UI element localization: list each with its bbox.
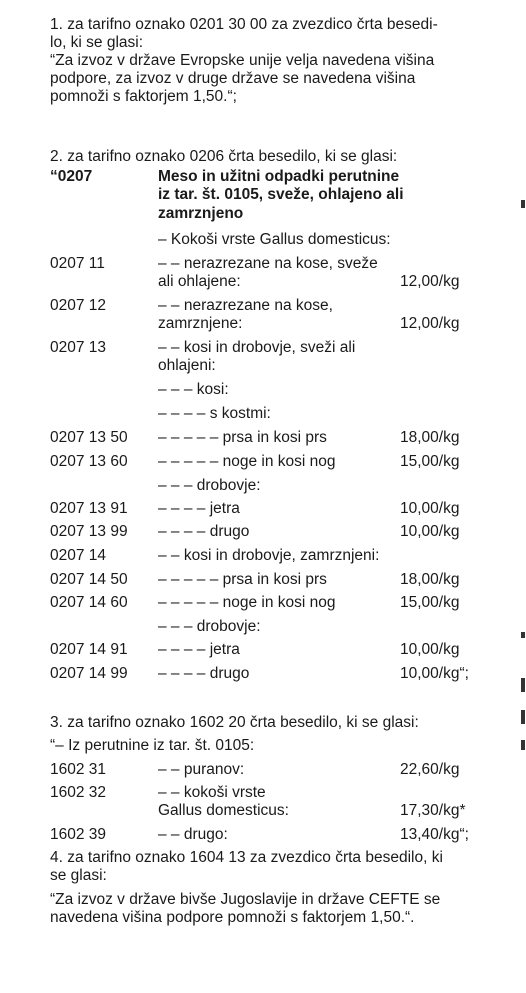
table-row: [50, 315, 500, 333]
table-row: [50, 405, 500, 423]
row-desc: – – – – – prsa in kosi prs: [158, 571, 327, 588]
row-desc: – – puranov:: [158, 761, 245, 778]
p4-line-3: “Za izvoz v države bivše Jugoslavije in države CEFTE se: [50, 891, 441, 908]
row-desc: – – – – jetra: [158, 641, 240, 658]
row-desc: ohlajeni:: [158, 357, 216, 374]
edge-fragment: [521, 740, 525, 750]
table-row: [50, 273, 500, 291]
row-desc: – – – – – prsa in kosi prs: [158, 429, 327, 446]
row-desc: – Kokoši vrste Gallus domesticus:: [158, 231, 391, 248]
row-desc: – – kokoši vrste: [158, 784, 266, 801]
table-row: [50, 231, 500, 249]
row-code: 0207 12: [50, 297, 107, 314]
p1-line-1: 1. za tarifno oznako 0201 30 00 za zvezdico črta besedi-: [50, 16, 438, 33]
row-code: 0207 13 60: [50, 453, 128, 470]
table-row: [50, 357, 500, 375]
row-desc: Gallus domesticus:: [158, 802, 289, 819]
table-row: [50, 826, 500, 844]
row-code: 1602 39: [50, 826, 107, 843]
row-desc: – – – – – noge in kosi nog: [158, 453, 336, 470]
edge-fragment: [521, 632, 525, 638]
table-row: [50, 594, 500, 612]
paragraph-4: [50, 849, 490, 927]
table-row: [50, 429, 500, 447]
edge-fragment: [521, 678, 525, 692]
p1-line-3: “Za izvoz v države Evropske unije velja navedena višina: [50, 52, 435, 69]
row-code: 0207 14 50: [50, 571, 128, 588]
row-desc: ali ohlajene:: [158, 273, 241, 290]
p3-intro: “– Iz perutnine iz tar. št. 0105:: [50, 737, 255, 754]
table-row: [50, 641, 500, 659]
row-desc: – – – drobovje:: [158, 477, 261, 494]
row-value: 18,00/kg: [400, 429, 460, 446]
table-row: [50, 500, 500, 518]
p1-line-2: lo, ki se glasi:: [50, 34, 144, 51]
row-code: 0207 14 91: [50, 641, 128, 658]
heading-title-line-3: zamrznjeno: [158, 205, 244, 222]
row-value: 12,00/kg: [400, 273, 460, 290]
row-code: 0207 14 99: [50, 665, 128, 682]
row-code: 0207 13: [50, 339, 107, 356]
row-desc: – – – – drugo: [158, 523, 250, 540]
table-row: [50, 339, 500, 357]
paragraph-1: [50, 16, 490, 106]
edge-fragment: [521, 200, 525, 208]
row-desc: – – – kosi:: [158, 381, 229, 398]
row-code: 0207 14: [50, 547, 107, 564]
row-value: 12,00/kg: [400, 315, 460, 332]
row-desc: – – – – s kostmi:: [158, 405, 271, 422]
heading-title-line-2: iz tar. št. 0105, sveže, ohlajeno ali: [158, 186, 404, 203]
row-code: 0207 11: [50, 255, 105, 272]
table-row: [50, 784, 500, 802]
table-row: [50, 547, 500, 565]
table-row: [50, 571, 500, 589]
table-row: [50, 523, 500, 541]
p3-heading: 3. za tarifno oznako 1602 20 črta besedilo, ki se glasi:: [50, 714, 419, 731]
row-desc: zamrznjene:: [158, 315, 243, 332]
p1-line-4: podpore, za izvoz v druge države se navedena višina: [50, 70, 416, 87]
table-row: [50, 802, 500, 820]
tariff-heading-0207-line-3: [50, 205, 500, 223]
row-value: 15,00/kg: [400, 594, 460, 611]
p1-line-5: pomnoži s faktorjem 1,50.“;: [50, 88, 237, 105]
table-row: [50, 477, 500, 495]
row-value: 15,00/kg: [400, 453, 460, 470]
row-desc: – – – – jetra: [158, 500, 240, 517]
row-value: 18,00/kg: [400, 571, 460, 588]
row-desc: – – kosi in drobovje, sveži ali: [158, 339, 356, 356]
table-row: [50, 255, 500, 273]
row-value: 22,60/kg: [400, 761, 460, 778]
row-value: 13,40/kg“;: [400, 826, 469, 843]
row-desc: – – nerazrezane na kose, sveže: [158, 255, 378, 272]
row-code: 1602 32: [50, 784, 107, 801]
heading-title-line-1: Meso in užitni odpadki perutnine: [158, 168, 400, 185]
row-code: 1602 31: [50, 761, 107, 778]
row-code: 0207 13 99: [50, 523, 128, 540]
p2-heading: 2. za tarifno oznako 0206 črta besedilo, ki se glasi:: [50, 148, 398, 165]
row-value: 17,30/kg*: [400, 802, 466, 819]
heading-code: “0207: [50, 168, 93, 185]
table-row: [50, 665, 500, 683]
row-desc: – – kosi in drobovje, zamrznjeni:: [158, 547, 380, 564]
p4-line-2: se glasi:: [50, 867, 107, 884]
p4-line-4: navedena višina podpore pomnoži s faktorjem 1,50.“.: [50, 909, 415, 926]
table-row: [50, 381, 500, 399]
row-code: 0207 13 50: [50, 429, 128, 446]
row-value: 10,00/kg: [400, 523, 460, 540]
row-desc: – – – – drugo: [158, 665, 250, 682]
table-row: [50, 618, 500, 636]
edge-fragment: [521, 710, 525, 724]
row-desc: – – – drobovje:: [158, 618, 261, 635]
row-desc: – – nerazrezane na kose,: [158, 297, 333, 314]
tariff-heading-0207: [50, 168, 500, 186]
table-row: [50, 297, 500, 315]
row-desc: – – – – – noge in kosi nog: [158, 594, 336, 611]
row-code: 0207 13 91: [50, 500, 128, 517]
table-row: [50, 453, 500, 471]
row-code: 0207 14 60: [50, 594, 128, 611]
table-row: [50, 761, 500, 779]
p4-line-1: 4. za tarifno oznako 1604 13 za zvezdico črta besedilo, ki: [50, 849, 443, 866]
row-desc: – – drugo:: [158, 826, 228, 843]
row-value: 10,00/kg: [400, 500, 460, 517]
row-value: 10,00/kg: [400, 641, 460, 658]
row-value: 10,00/kg“;: [400, 665, 469, 682]
tariff-heading-0207-line-2: [50, 186, 500, 204]
